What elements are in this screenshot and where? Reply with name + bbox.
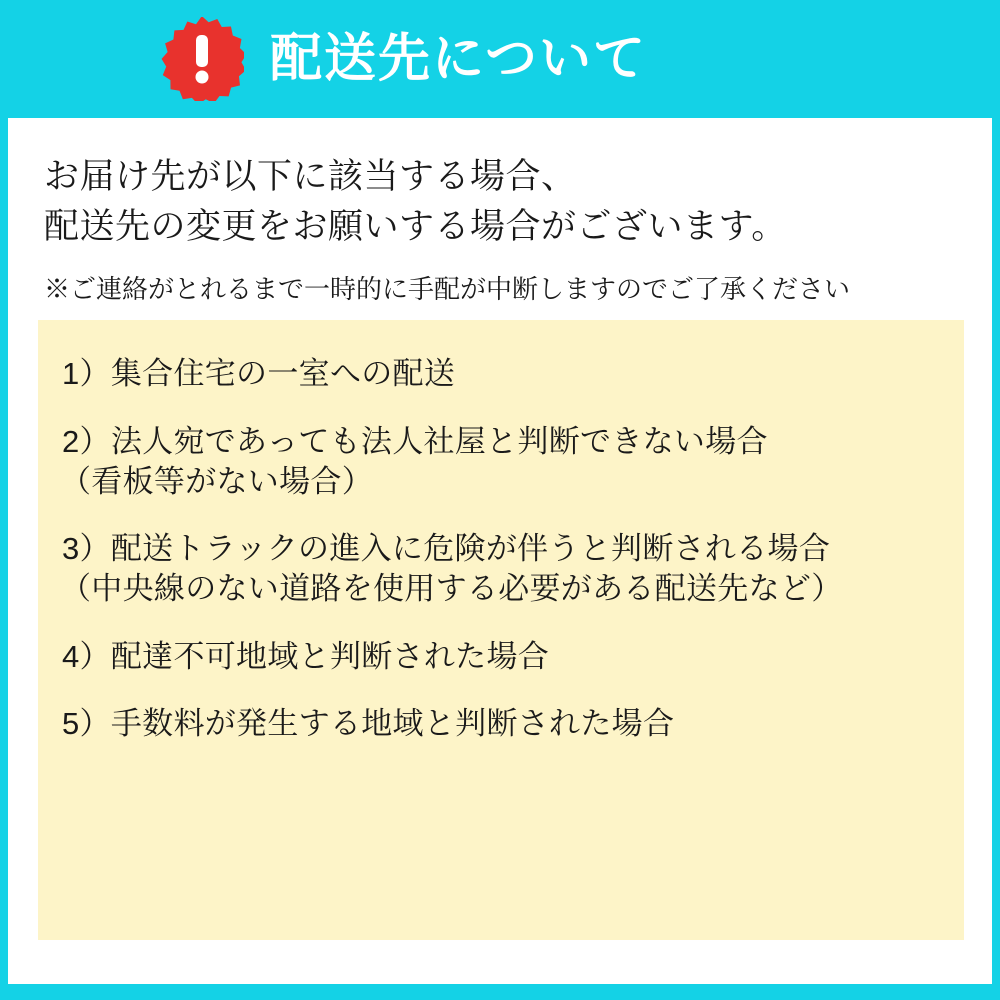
conditions-box (38, 320, 964, 940)
notice-card (8, 118, 992, 984)
notice-header (0, 0, 1000, 118)
list-item-main: 1）集合住宅の一室への配送 (62, 356, 456, 392)
list-item (62, 354, 940, 394)
list-item-sub: （看板等がない場合） (60, 463, 373, 499)
list-item-sub: （中央線のない道路を使用する必要がある配送先など） (60, 571, 843, 607)
list-item-main: 5）手数料が発生する地域と判断された場合 (62, 706, 675, 742)
exclamation-badge-icon (160, 17, 244, 101)
lead-line-1: お届け先が以下に該当する場合、 (44, 157, 577, 196)
page-title: 配送先について (270, 30, 647, 88)
list-item (62, 529, 940, 608)
list-item (62, 422, 940, 501)
list-item-main: 2）法人宛であっても法人社屋と判断できない場合 (62, 424, 768, 460)
note-text: ※ご連絡がとれるまで一時的に手配が中断しますのでご了承ください (44, 274, 851, 305)
list-item (62, 637, 940, 677)
lead-text (44, 152, 962, 251)
list-item-main: 3）配送トラックの進入に危険が伴うと判断される場合 (62, 531, 831, 567)
list-item (62, 704, 940, 744)
lead-line-2: 配送先の変更をお願いする場合がございます。 (44, 206, 787, 246)
list-item-main: 4）配達不可地域と判断された場合 (62, 638, 550, 674)
